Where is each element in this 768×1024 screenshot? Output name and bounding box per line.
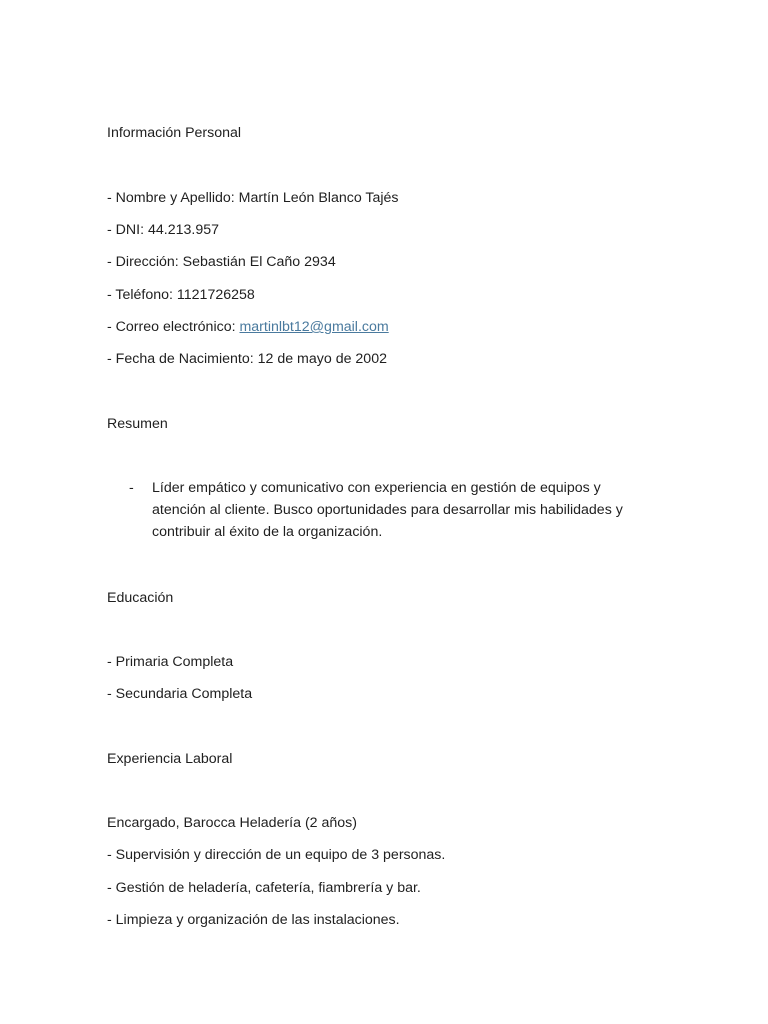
job-title: Encargado, Barocca Heladería (2 años) [107,815,357,831]
education-item: - Secundaria Completa [107,686,253,702]
experience-item: - Supervisión y dirección de un equipo de 3 personas. [107,847,446,863]
email-line [107,318,389,336]
phone-line: - Teléfono: 1121726258 [107,287,255,303]
experience-item: - Gestión de heladería, cafetería, fiambrería y bar. [107,880,421,896]
email-label: - Correo electrónico: [107,319,240,335]
summary-dash: - [129,480,134,496]
personal-info-heading: Información Personal [107,125,242,141]
summary-bullet [129,477,649,543]
experience-item: - Limpieza y organización de las instalaciones. [107,912,400,928]
experience-heading: Experiencia Laboral [107,751,233,767]
birth-date-line: - Fecha de Nacimiento: 12 de mayo de 2002 [107,351,387,367]
email-link[interactable]: martinlbt12@gmail.com [239,319,389,335]
address-line: - Dirección: Sebastián El Caño 2934 [107,254,336,270]
summary-heading: Resumen [107,416,168,432]
education-item: - Primaria Completa [107,654,234,670]
name-line: - Nombre y Apellido: Martín León Blanco Tajés [107,190,399,206]
education-heading: Educación [107,590,174,606]
dni-line: - DNI: 44.213.957 [107,222,219,238]
summary-text: Líder empático y comunicativo con experiencia en gestión de equipos y atención al cliente. Busco oportunidades para desarrollar mis habilidades y contribuir al éxito de la organización. [152,480,623,540]
